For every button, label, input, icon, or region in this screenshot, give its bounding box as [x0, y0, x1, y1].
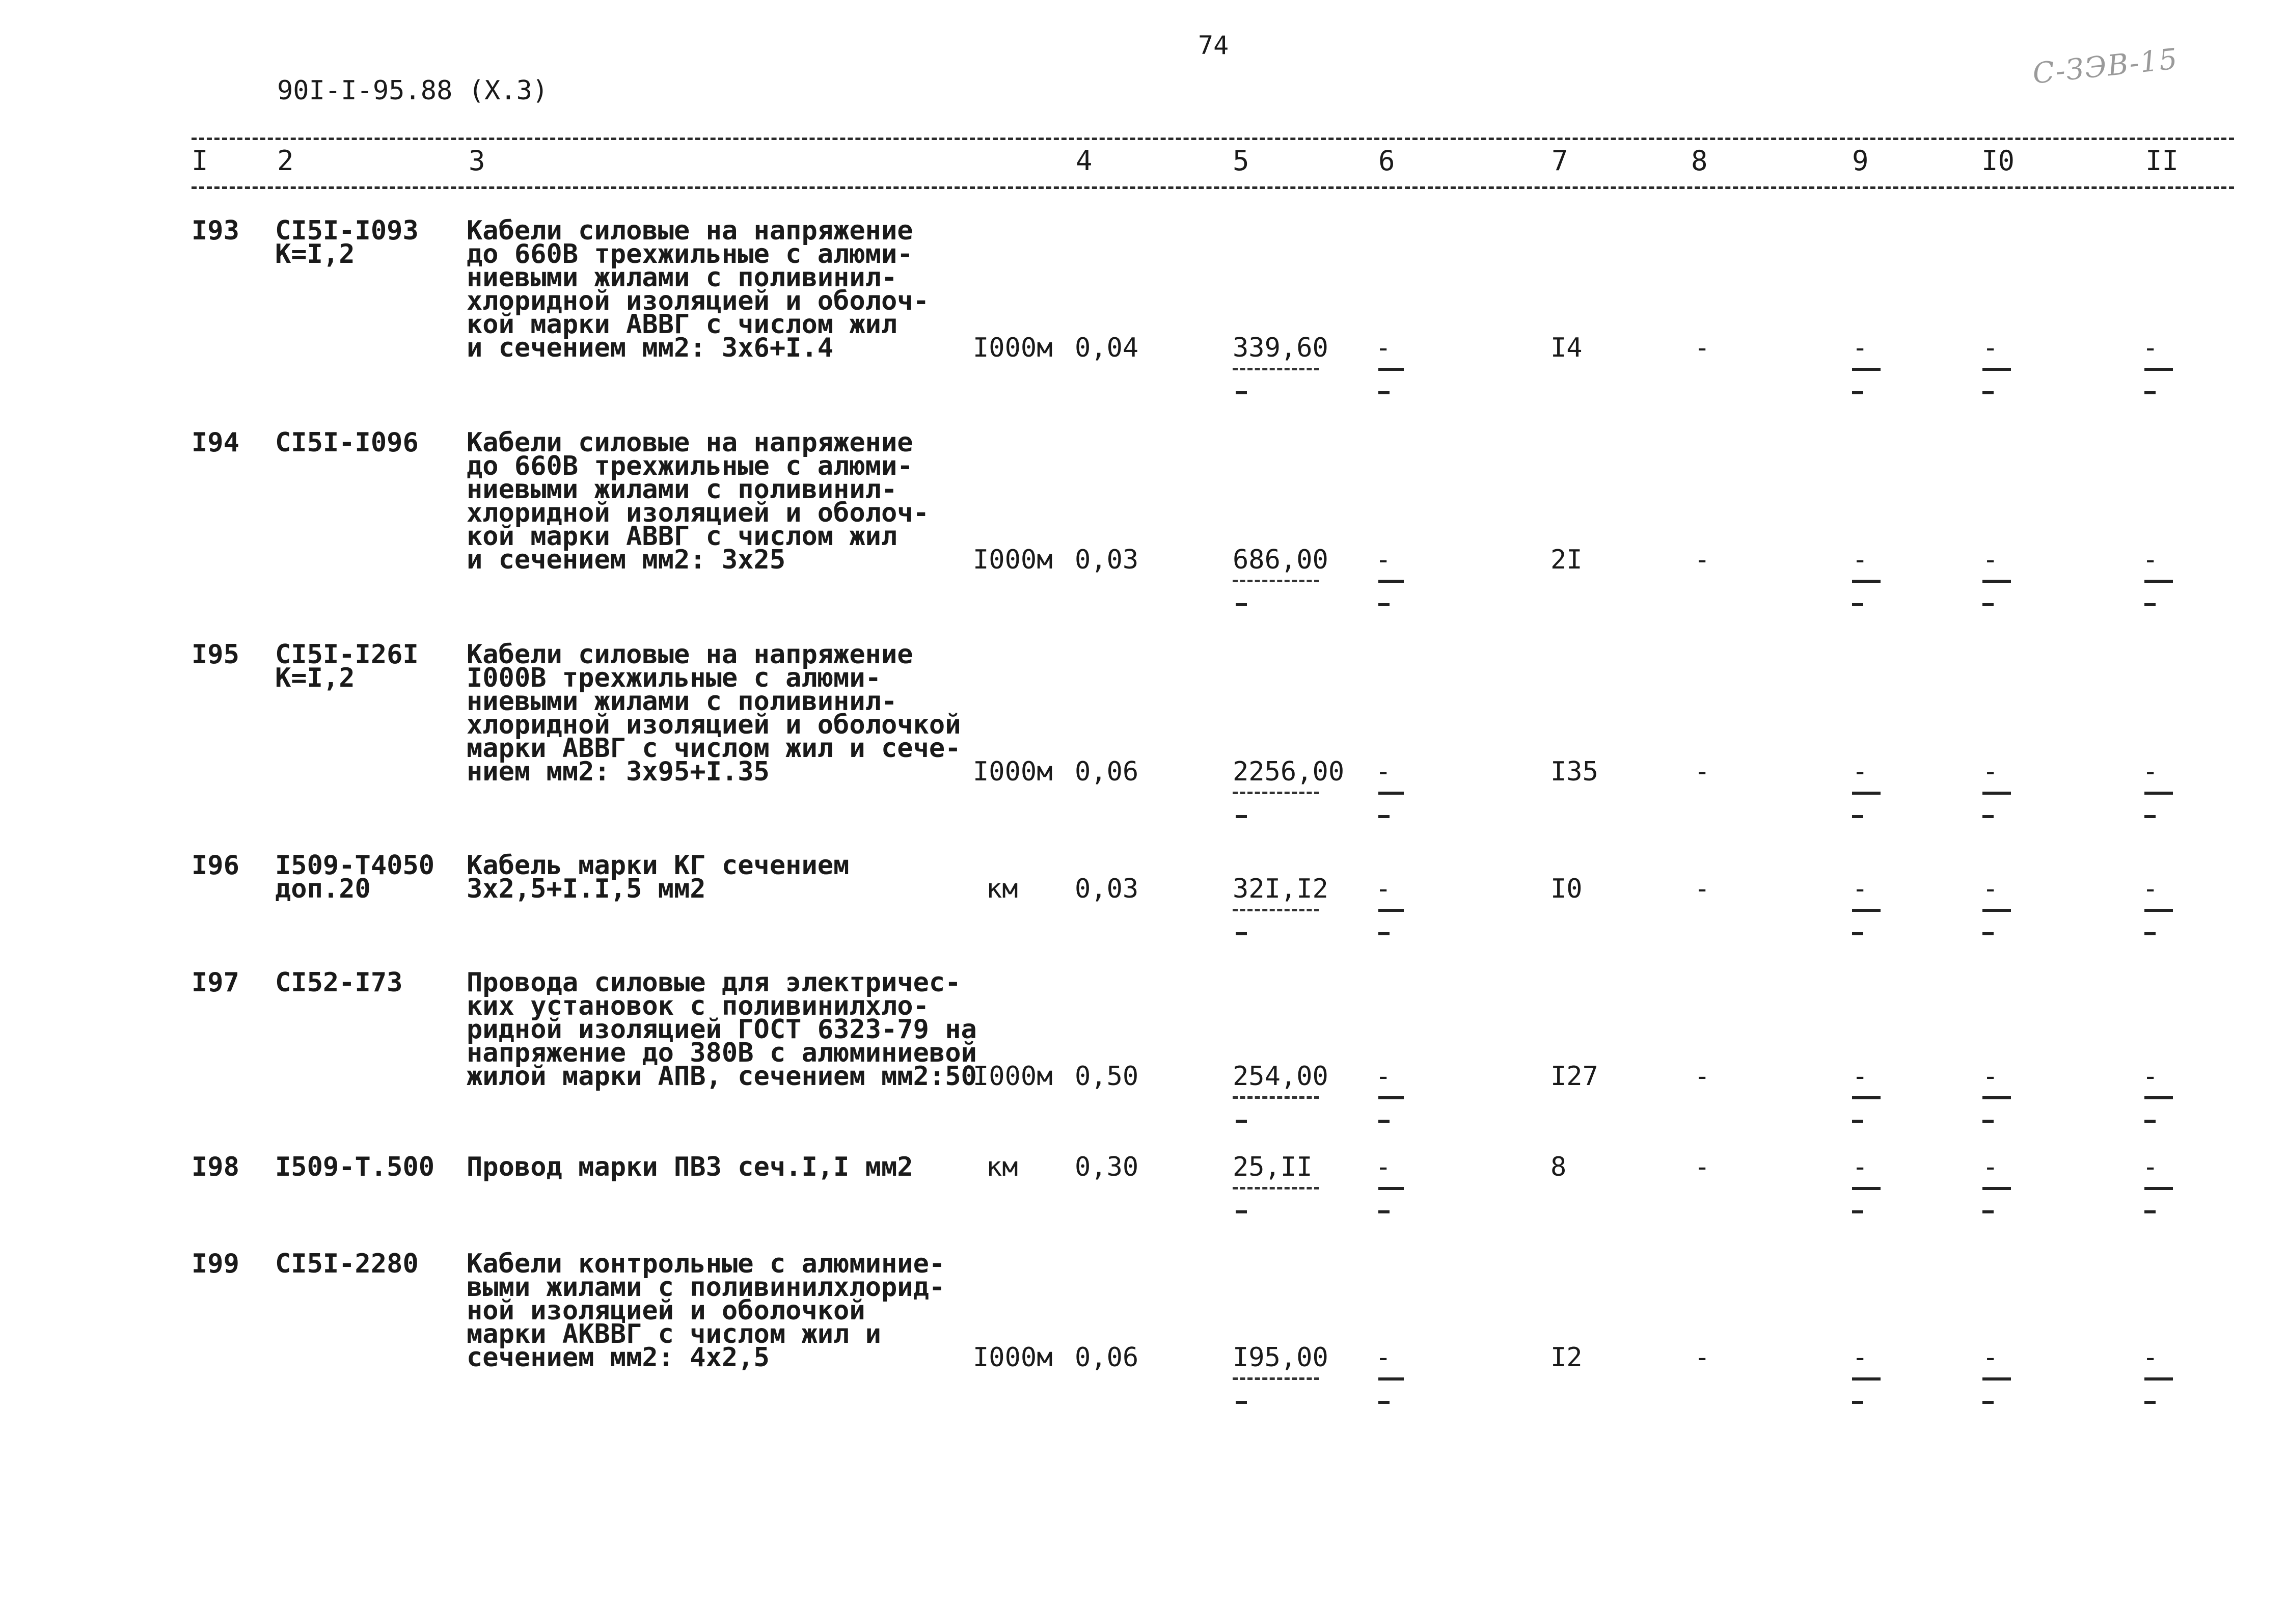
- page-number: 74: [1198, 31, 1229, 60]
- col6-value: -: [1375, 1061, 1392, 1092]
- price-sub-dash: [1236, 1401, 1247, 1404]
- sub-dash: [2144, 815, 2156, 818]
- rate-code: I509-Т4050: [275, 850, 435, 881]
- price-sub-dash: [1236, 603, 1247, 606]
- sub-dash: [1982, 1401, 1994, 1404]
- document-code: 90I-I-95.88 (X.3): [277, 75, 549, 106]
- rate-code: К=I,2: [275, 663, 355, 693]
- sub-dash: [1852, 815, 1863, 818]
- column-number: 3: [469, 145, 485, 177]
- handwritten-stamp: С-ЗЭВ-15: [2031, 42, 2180, 91]
- sub-dash: [1852, 909, 1881, 912]
- price-underline: [1233, 792, 1319, 794]
- price-underline: [1233, 1377, 1319, 1380]
- sub-dash: [2144, 1377, 2173, 1381]
- price-sub-dash: [1236, 932, 1247, 935]
- sub-dash: [1378, 1187, 1404, 1190]
- sub-dash: [1852, 1377, 1881, 1381]
- col6-value: -: [1375, 874, 1392, 904]
- item-description: кой марки АВВГ с числом жил: [467, 521, 897, 552]
- price-underline: [1233, 1096, 1319, 1099]
- row-number: I93: [192, 215, 239, 246]
- item-description: кой марки АВВГ с числом жил: [467, 309, 897, 340]
- col8-value: -: [1694, 1342, 1710, 1373]
- sub-dash: [1852, 1096, 1881, 1099]
- col11-value: -: [2142, 756, 2159, 787]
- quantity: 0,06: [1075, 1342, 1139, 1373]
- item-description: Провод марки ПВЗ сеч.I,I мм2: [467, 1152, 913, 1182]
- item-description: ридной изоляцией ГОСТ 6323-79 на: [467, 1014, 977, 1045]
- column-number: 7: [1552, 145, 1568, 177]
- row-number: I96: [192, 850, 239, 881]
- unit-price: 25,II: [1233, 1152, 1313, 1182]
- column-number: 9: [1852, 145, 1869, 177]
- col11-value: -: [2142, 1061, 2159, 1092]
- unit-price: 2256,00: [1233, 756, 1345, 787]
- unit: I000м: [973, 1061, 1053, 1092]
- item-description: Кабели силовые на напряжение: [467, 427, 913, 458]
- col11-value: -: [2142, 1152, 2159, 1182]
- sub-dash: [2144, 368, 2173, 371]
- sub-dash: [2144, 603, 2156, 606]
- sub-dash: [1852, 1187, 1881, 1190]
- column-number: 5: [1233, 145, 1249, 177]
- quantity: 0,03: [1075, 545, 1139, 575]
- col9-value: -: [1852, 1061, 1868, 1092]
- price-sub-dash: [1236, 391, 1247, 394]
- sub-dash: [1982, 1120, 1994, 1123]
- sub-dash: [1378, 792, 1404, 795]
- sub-dash: [1852, 391, 1863, 394]
- item-description: ниевыми жилами с поливинил-: [467, 474, 897, 505]
- sub-dash: [2144, 792, 2173, 795]
- sub-dash: [1852, 1210, 1863, 1213]
- sub-dash: [2144, 391, 2156, 394]
- item-description: сечением мм2: 4х2,5: [467, 1342, 770, 1373]
- column-number: 6: [1378, 145, 1395, 177]
- column-number: I: [192, 145, 208, 177]
- column-number: 2: [277, 145, 294, 177]
- sub-dash: [1852, 368, 1881, 371]
- sub-dash: [1982, 792, 2011, 795]
- col7-value: I2: [1550, 1342, 1583, 1373]
- sub-dash: [1378, 1210, 1390, 1213]
- item-description: I000В трехжильные с алюми-: [467, 663, 881, 693]
- price-sub-dash: [1236, 1120, 1247, 1123]
- col6-value: -: [1375, 333, 1392, 363]
- sub-dash: [1982, 815, 1994, 818]
- quantity: 0,04: [1075, 333, 1139, 363]
- item-description: нием мм2: 3х95+I.35: [467, 756, 770, 787]
- price-underline: [1233, 368, 1319, 370]
- item-description: Кабель марки КГ сечением: [467, 850, 850, 881]
- unit: I000м: [973, 1342, 1053, 1373]
- col8-value: -: [1694, 874, 1710, 904]
- rate-code: СI5I-I26I: [275, 639, 419, 670]
- col6-value: -: [1375, 545, 1392, 575]
- item-description: до 660В трехжильные с алюми-: [467, 239, 913, 269]
- sub-dash: [2144, 1210, 2156, 1213]
- sub-dash: [1378, 815, 1390, 818]
- sub-dash: [2144, 1401, 2156, 1404]
- sub-dash: [1852, 932, 1863, 935]
- item-description: Кабели силовые на напряжение: [467, 215, 913, 246]
- sub-dash: [1852, 1120, 1863, 1123]
- col9-value: -: [1852, 874, 1868, 904]
- unit: I000м: [973, 333, 1053, 363]
- item-description: марки АКВВГ с числом жил и: [467, 1319, 881, 1349]
- sub-dash: [2144, 1120, 2156, 1123]
- sub-dash: [1852, 1401, 1863, 1404]
- col10-value: -: [1982, 333, 1999, 363]
- item-description: хлоридной изоляцией и оболоч-: [467, 286, 929, 316]
- sub-dash: [1378, 368, 1404, 371]
- col9-value: -: [1852, 333, 1868, 363]
- col10-value: -: [1982, 756, 1999, 787]
- item-description: Кабели силовые на напряжение: [467, 639, 913, 670]
- sub-dash: [1982, 391, 1994, 394]
- col8-value: -: [1694, 545, 1710, 575]
- sub-dash: [2144, 580, 2173, 583]
- price-underline: [1233, 1187, 1319, 1189]
- sub-dash: [1378, 1377, 1404, 1381]
- quantity: 0,03: [1075, 874, 1139, 904]
- col8-value: -: [1694, 333, 1710, 363]
- col8-value: -: [1694, 756, 1710, 787]
- col11-value: -: [2142, 1342, 2159, 1373]
- col6-value: -: [1375, 1152, 1392, 1182]
- col9-value: -: [1852, 545, 1868, 575]
- unit-price: I95,00: [1233, 1342, 1328, 1373]
- sub-dash: [2144, 1187, 2173, 1190]
- item-description: и сечением мм2: 3х6+I.4: [467, 333, 834, 363]
- item-description: Провода силовые для электричес-: [467, 967, 961, 998]
- sub-dash: [2144, 909, 2173, 912]
- sub-dash: [1982, 1210, 1994, 1213]
- sub-dash: [1982, 909, 2011, 912]
- item-description: ниевыми жилами с поливинил-: [467, 262, 897, 293]
- col10-value: -: [1982, 874, 1999, 904]
- column-number: I0: [1981, 145, 2015, 177]
- col11-value: -: [2142, 545, 2159, 575]
- sub-dash: [1378, 1401, 1390, 1404]
- col7-value: I27: [1550, 1061, 1598, 1092]
- price-underline: [1233, 909, 1319, 911]
- quantity: 0,06: [1075, 756, 1139, 787]
- item-description: ких установок с поливинилхло-: [467, 991, 929, 1021]
- item-description: марки АВВГ с числом жил и сече-: [467, 733, 961, 764]
- row-number: I97: [192, 967, 239, 998]
- rate-code: СI5I-I096: [275, 427, 419, 458]
- quantity: 0,50: [1075, 1061, 1139, 1092]
- header-rule-bottom: [192, 186, 2234, 189]
- row-number: I94: [192, 427, 239, 458]
- sub-dash: [1982, 368, 2011, 371]
- col10-value: -: [1982, 1342, 1999, 1373]
- unit: км: [986, 1152, 1018, 1182]
- item-description: выми жилами с поливинилхлорид-: [467, 1272, 945, 1303]
- sub-dash: [1982, 932, 1994, 935]
- col7-value: 2I: [1550, 545, 1583, 575]
- sub-dash: [1982, 603, 1994, 606]
- price-underline: [1233, 580, 1319, 582]
- unit: I000м: [973, 756, 1053, 787]
- col6-value: -: [1375, 756, 1392, 787]
- sub-dash: [1852, 792, 1881, 795]
- row-number: I95: [192, 639, 239, 670]
- col11-value: -: [2142, 874, 2159, 904]
- item-description: напряжение до 380В с алюминиевой: [467, 1038, 977, 1068]
- sub-dash: [1852, 603, 1863, 606]
- rate-code: I509-Т.500: [275, 1152, 435, 1182]
- unit-price: 686,00: [1233, 545, 1328, 575]
- unit-price: 254,00: [1233, 1061, 1328, 1092]
- header-rule-top: [192, 138, 2234, 140]
- col10-value: -: [1982, 1061, 1999, 1092]
- col10-value: -: [1982, 1152, 1999, 1182]
- rate-code: доп.20: [275, 874, 371, 904]
- item-description: хлоридной изоляцией и оболоч-: [467, 498, 929, 528]
- item-description: до 660В трехжильные с алюми-: [467, 451, 913, 481]
- col9-value: -: [1852, 1152, 1868, 1182]
- sub-dash: [1852, 580, 1881, 583]
- rate-code: СI5I-2280: [275, 1249, 419, 1279]
- unit: I000м: [973, 545, 1053, 575]
- item-description: Кабели контрольные с алюминие-: [467, 1249, 945, 1279]
- item-description: жилой марки АПВ, сечением мм2:50: [467, 1061, 977, 1092]
- sub-dash: [1378, 909, 1404, 912]
- col11-value: -: [2142, 333, 2159, 363]
- sub-dash: [1378, 1120, 1390, 1123]
- sub-dash: [1982, 1187, 2011, 1190]
- unit-price: 339,60: [1233, 333, 1328, 363]
- col8-value: -: [1694, 1152, 1710, 1182]
- col7-value: I0: [1550, 874, 1583, 904]
- sub-dash: [1378, 391, 1390, 394]
- col10-value: -: [1982, 545, 1999, 575]
- column-number: 4: [1076, 145, 1093, 177]
- sub-dash: [1982, 1377, 2011, 1381]
- column-number: II: [2145, 145, 2179, 177]
- column-number: 8: [1691, 145, 1708, 177]
- rate-code: СI52-I73: [275, 967, 403, 998]
- col7-value: 8: [1550, 1152, 1567, 1182]
- col7-value: I4: [1550, 333, 1583, 363]
- item-description: хлоридной изоляцией и оболочкой: [467, 710, 961, 740]
- unit-price: 32I,I2: [1233, 874, 1328, 904]
- sub-dash: [2144, 932, 2156, 935]
- sub-dash: [2144, 1096, 2173, 1099]
- price-sub-dash: [1236, 1210, 1247, 1213]
- col7-value: I35: [1550, 756, 1598, 787]
- col8-value: -: [1694, 1061, 1710, 1092]
- item-description: ной изоляцией и оболочкой: [467, 1295, 865, 1326]
- rate-code: К=I,2: [275, 239, 355, 269]
- sub-dash: [1982, 1096, 2011, 1099]
- price-sub-dash: [1236, 815, 1247, 818]
- unit: км: [986, 874, 1018, 904]
- sub-dash: [1378, 603, 1390, 606]
- quantity: 0,30: [1075, 1152, 1139, 1182]
- sub-dash: [1982, 580, 2011, 583]
- sub-dash: [1378, 932, 1390, 935]
- col9-value: -: [1852, 1342, 1868, 1373]
- item-description: и сечением мм2: 3х25: [467, 545, 786, 575]
- item-description: ниевыми жилами с поливинил-: [467, 686, 897, 717]
- rate-code: СI5I-I093: [275, 215, 419, 246]
- row-number: I98: [192, 1152, 239, 1182]
- item-description: 3х2,5+I.I,5 мм2: [467, 874, 706, 904]
- row-number: I99: [192, 1249, 239, 1279]
- sub-dash: [1378, 1096, 1404, 1099]
- col6-value: -: [1375, 1342, 1392, 1373]
- sub-dash: [1378, 580, 1404, 583]
- col9-value: -: [1852, 756, 1868, 787]
